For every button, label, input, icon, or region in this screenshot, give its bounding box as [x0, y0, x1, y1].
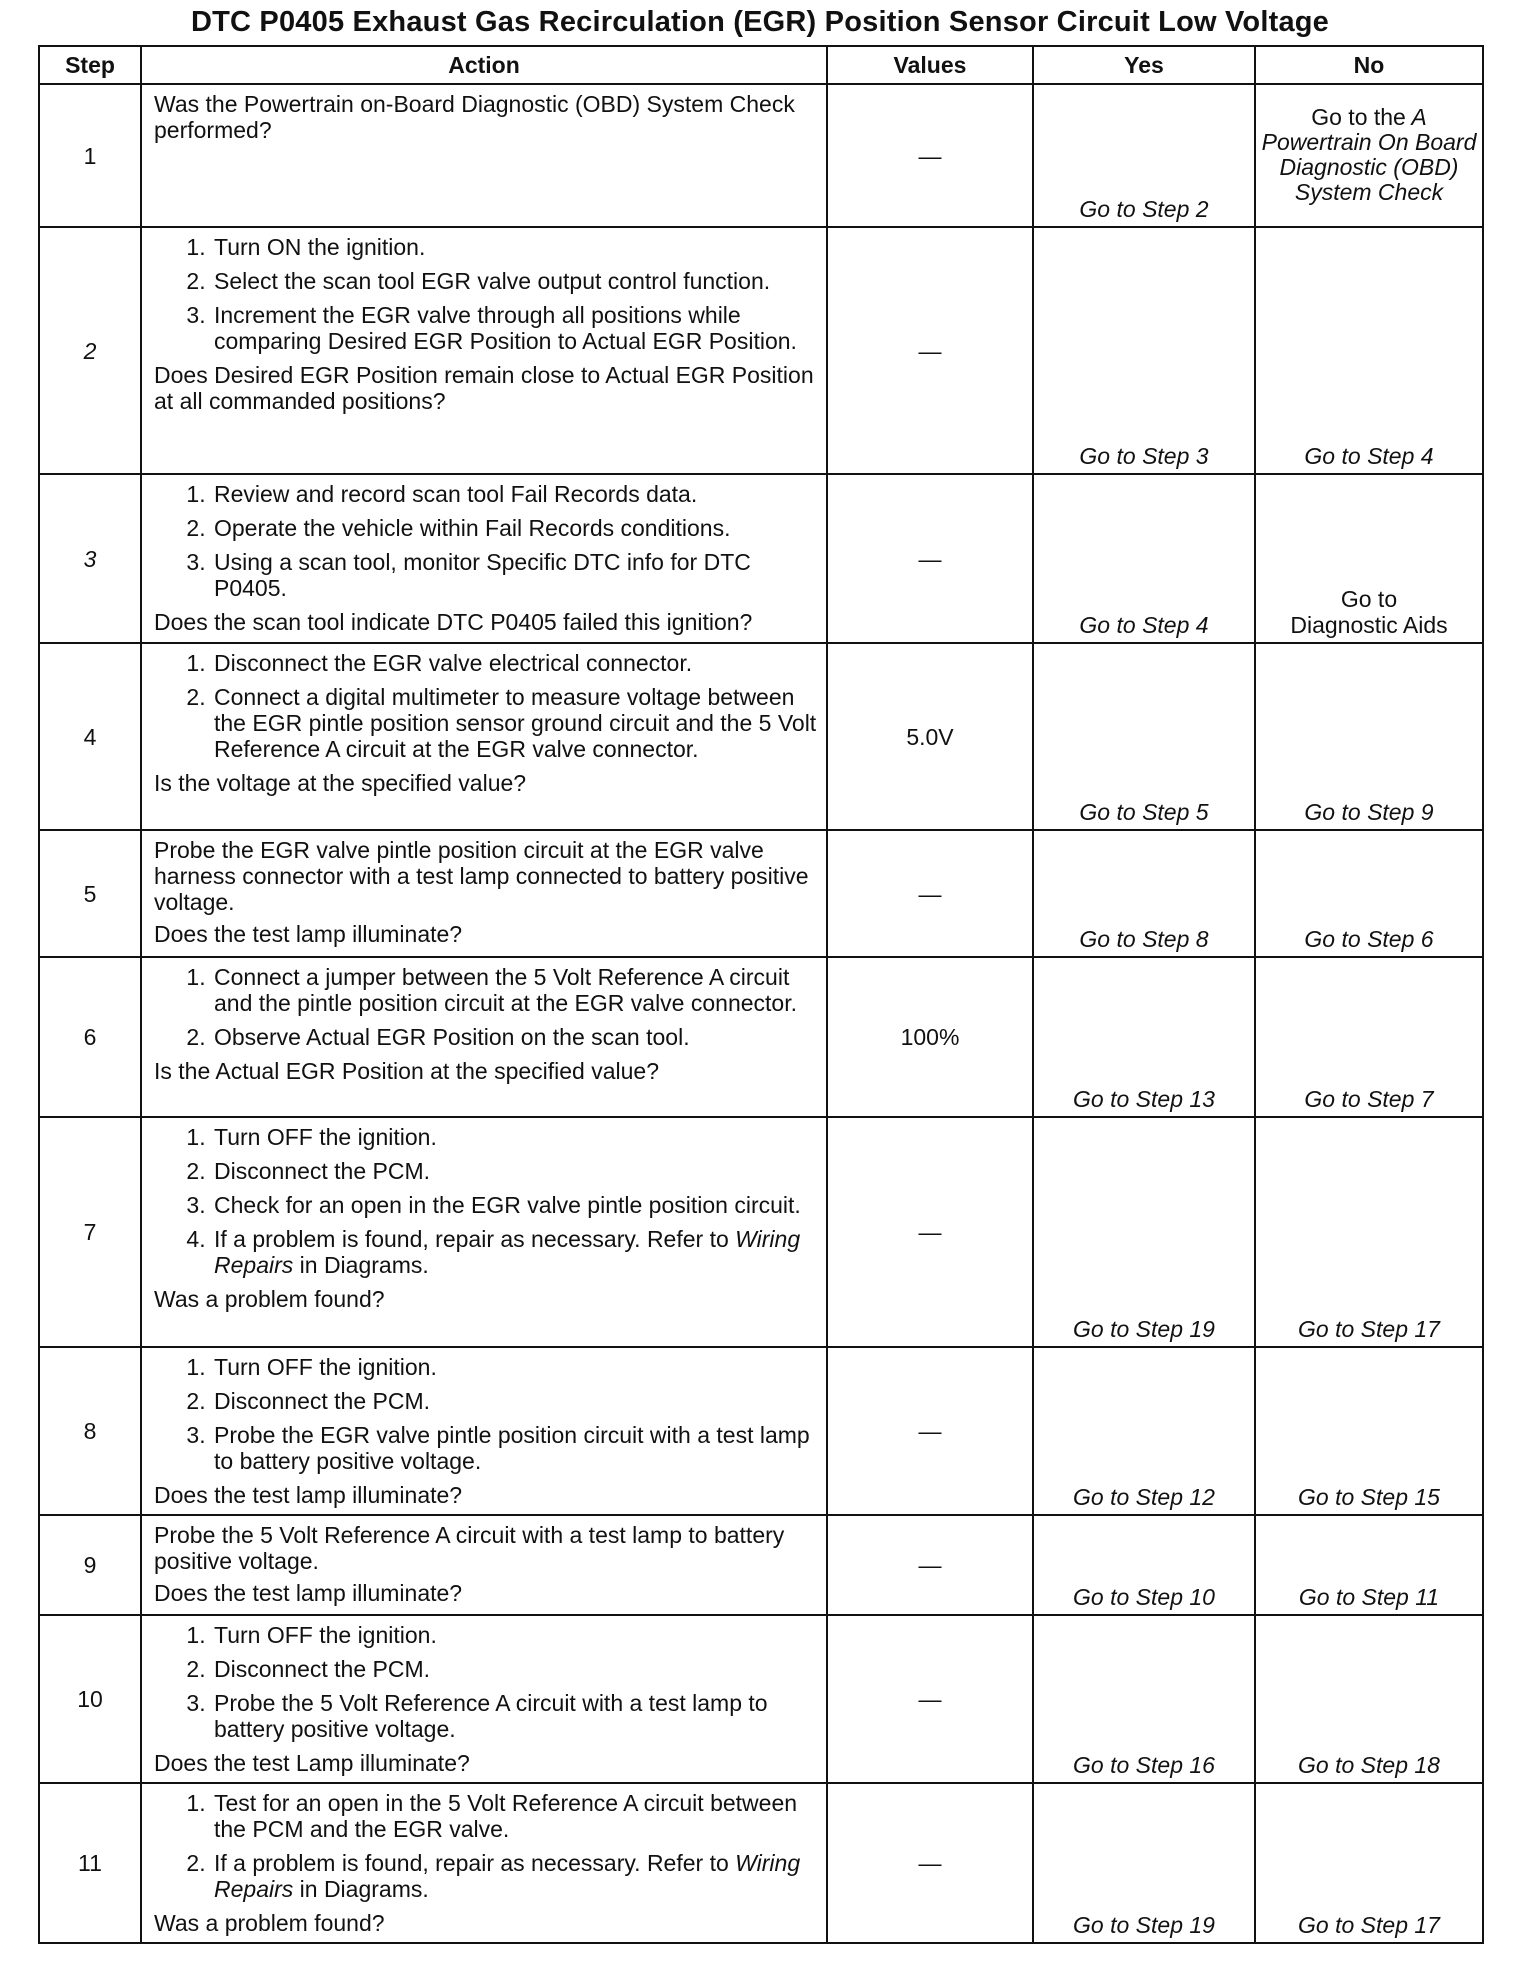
action-item: 2. Select the scan tool EGR valve output control function. — [212, 268, 818, 294]
action-cell — [141, 643, 827, 830]
value-cell: — — [827, 1347, 1033, 1515]
yes-link[interactable]: Go to Step 19 — [1033, 1117, 1255, 1347]
no-link[interactable]: Go to Step 6 — [1255, 830, 1483, 957]
step-number: 4 — [39, 643, 141, 830]
no-text-line: Go to — [1340, 586, 1398, 612]
action-question: Was a problem found? — [154, 1910, 385, 1936]
action-question: Does the test lamp illuminate? — [154, 921, 463, 947]
yes-link[interactable]: Go to Step 10 — [1033, 1515, 1255, 1615]
no-cell — [1255, 474, 1483, 643]
action-item: 2. Disconnect the PCM. — [212, 1656, 818, 1682]
table-row-step-6 — [39, 957, 1483, 1117]
action-question: Does the scan tool indicate DTC P0405 failed this ignition? — [154, 609, 753, 635]
table-row-step-3 — [39, 474, 1483, 643]
action-list — [154, 1790, 818, 1902]
action-list — [154, 1124, 818, 1278]
action-item — [212, 1226, 818, 1278]
step-number: 11 — [39, 1783, 141, 1943]
action-question: Does the test lamp illuminate? — [154, 1580, 463, 1606]
action-item: 3. Probe the 5 Volt Reference A circuit with a test lamp to battery positive voltage. — [212, 1690, 818, 1742]
action-cell — [141, 474, 827, 643]
no-cell — [1255, 84, 1483, 227]
action-cell — [141, 84, 827, 227]
action-text: Probe the 5 Volt Reference A circuit with a test lamp to battery positive voltage. — [154, 1522, 785, 1574]
action-item: 1. Turn OFF the ignition. — [212, 1124, 818, 1150]
action-item — [212, 1850, 818, 1902]
value-cell: — — [827, 1515, 1033, 1615]
action-question: Does the test lamp illuminate? — [154, 1482, 463, 1508]
action-cell — [141, 227, 827, 474]
action-list — [154, 1354, 818, 1474]
action-item-text: If a problem is found, repair as necessary. Refer to — [214, 1226, 729, 1252]
no-link[interactable]: Go to Step 18 — [1255, 1615, 1483, 1783]
value-cell: 100% — [827, 957, 1033, 1117]
step-number: 10 — [39, 1615, 141, 1783]
page-title: DTC P0405 Exhaust Gas Recirculation (EGR) Position Sensor Circuit Low Voltage — [190, 6, 1330, 38]
action-item-text: If a problem is found, repair as necessary. Refer to — [214, 1850, 729, 1876]
no-link[interactable]: Go to Step 15 — [1255, 1347, 1483, 1515]
action-cell — [141, 1117, 827, 1347]
yes-link[interactable]: Go to Step 12 — [1033, 1347, 1255, 1515]
value-cell: — — [827, 1117, 1033, 1347]
action-item-text: in Diagrams. — [299, 1252, 429, 1278]
action-item-text: in Diagrams. — [299, 1876, 429, 1902]
yes-link[interactable]: Go to Step 8 — [1033, 830, 1255, 957]
value-cell: — — [827, 1783, 1033, 1943]
no-link[interactable]: Go to Step 7 — [1255, 957, 1483, 1117]
wiring-repairs-link[interactable]: Wiring Repairs — [214, 1850, 801, 1902]
value-cell: — — [827, 84, 1033, 227]
no-link[interactable]: Go to Step 9 — [1255, 643, 1483, 830]
action-item: 3. Increment the EGR valve through all positions while comparing Desired EGR Position to Actual EGR Position. — [212, 302, 818, 354]
yes-link[interactable]: Go to Step 3 — [1033, 227, 1255, 474]
action-item: 1. Turn OFF the ignition. — [212, 1354, 818, 1380]
action-item: 1. Turn OFF the ignition. — [212, 1622, 818, 1648]
action-cell — [141, 1615, 827, 1783]
table-row-step-10 — [39, 1615, 1483, 1783]
action-question: Is the voltage at the specified value? — [154, 770, 527, 796]
table-row-step-4 — [39, 643, 1483, 830]
action-cell — [141, 1347, 827, 1515]
yes-link[interactable]: Go to Step 2 — [1033, 84, 1255, 227]
yes-link[interactable]: Go to Step 5 — [1033, 643, 1255, 830]
action-item: 1. Turn ON the ignition. — [212, 234, 818, 260]
action-question: Does the test Lamp illuminate? — [154, 1750, 470, 1776]
yes-link[interactable]: Go to Step 13 — [1033, 957, 1255, 1117]
action-text: Probe the EGR valve pintle position circuit at the EGR valve harness connector with a test lamp connected to battery positive voltage. — [154, 837, 809, 915]
action-item: 1. Connect a jumper between the 5 Volt Reference A circuit and the pintle position circuit at the EGR valve connector. — [212, 964, 818, 1016]
value-cell: — — [827, 830, 1033, 957]
no-link[interactable]: Go to Step 4 — [1255, 227, 1483, 474]
step-number: 5 — [39, 830, 141, 957]
table-row-step-1 — [39, 84, 1483, 227]
table-row-step-5 — [39, 830, 1483, 957]
action-list — [154, 650, 818, 762]
header-action: Action — [141, 46, 827, 84]
action-question: Is the Actual EGR Position at the specified value? — [154, 1058, 660, 1084]
table-row-step-7 — [39, 1117, 1483, 1347]
action-question: Does Desired EGR Position remain close to Actual EGR Position at all commanded positions? — [154, 362, 814, 414]
action-cell — [141, 1783, 827, 1943]
step-number: 7 — [39, 1117, 141, 1347]
action-item: 1. Test for an open in the 5 Volt Reference A circuit between the PCM and the EGR valve. — [212, 1790, 818, 1842]
value-cell: — — [827, 1615, 1033, 1783]
yes-link[interactable]: Go to Step 4 — [1033, 474, 1255, 643]
action-cell — [141, 1515, 827, 1615]
no-link[interactable]: Go to Step 17 — [1255, 1117, 1483, 1347]
action-item: 2. Observe Actual EGR Position on the scan tool. — [212, 1024, 818, 1050]
step-number: 6 — [39, 957, 141, 1117]
step-number: 8 — [39, 1347, 141, 1515]
no-link[interactable]: Diagnostic Aids — [1290, 612, 1448, 638]
action-item: 2. Disconnect the PCM. — [212, 1388, 818, 1414]
table-row-step-2 — [39, 227, 1483, 474]
no-prefix: Go to the — [1311, 103, 1406, 130]
action-list — [154, 481, 818, 601]
table-row-step-9 — [39, 1515, 1483, 1615]
step-number: 9 — [39, 1515, 141, 1615]
diagnostic-table — [38, 45, 1484, 1944]
no-link[interactable]: Go to Step 17 — [1255, 1783, 1483, 1943]
action-item: 2. Connect a digital multimeter to measure voltage between the EGR pintle position sensor ground circuit and the 5 Volt Reference A circuit at the EGR valve connector. — [212, 684, 818, 762]
no-link[interactable]: Go to Step 11 — [1255, 1515, 1483, 1615]
header-values: Values — [827, 46, 1033, 84]
header-step: Step — [39, 46, 141, 84]
table-row-step-11 — [39, 1783, 1483, 1943]
action-list — [154, 964, 818, 1050]
step-number: 1 — [39, 84, 141, 227]
header-yes: Yes — [1033, 46, 1255, 84]
action-cell — [141, 830, 827, 957]
action-item: 2. Operate the vehicle within Fail Records conditions. — [212, 515, 818, 541]
action-item: 3. Using a scan tool, monitor Specific DTC info for DTC P0405. — [212, 549, 818, 601]
table-row-step-8 — [39, 1347, 1483, 1515]
yes-link[interactable]: Go to Step 19 — [1033, 1783, 1255, 1943]
action-list — [154, 234, 818, 354]
no-link[interactable]: A Powertrain On Board Diagnostic (OBD) System Check — [1261, 103, 1477, 205]
action-question: Was a problem found? — [154, 1286, 385, 1312]
step-number: 2 — [39, 227, 141, 474]
wiring-repairs-link[interactable]: Wiring Repairs — [214, 1226, 801, 1278]
action-cell — [141, 957, 827, 1117]
value-cell: 5.0V — [827, 643, 1033, 830]
value-cell: — — [827, 474, 1033, 643]
action-item: 3. Check for an open in the EGR valve pintle position circuit. — [212, 1192, 818, 1218]
action-list — [154, 1622, 818, 1742]
yes-link[interactable]: Go to Step 16 — [1033, 1615, 1255, 1783]
action-text: Was the Powertrain on-Board Diagnostic (OBD) System Check performed? — [154, 91, 795, 143]
action-item: 2. Disconnect the PCM. — [212, 1158, 818, 1184]
action-item: 1. Disconnect the EGR valve electrical connector. — [212, 650, 818, 676]
header-no: No — [1255, 46, 1483, 84]
step-number: 3 — [39, 474, 141, 643]
header-row — [39, 46, 1483, 84]
value-cell: — — [827, 227, 1033, 474]
action-item: 3. Probe the EGR valve pintle position circuit with a test lamp to battery positive voltage. — [212, 1422, 818, 1474]
action-item: 1. Review and record scan tool Fail Records data. — [212, 481, 818, 507]
